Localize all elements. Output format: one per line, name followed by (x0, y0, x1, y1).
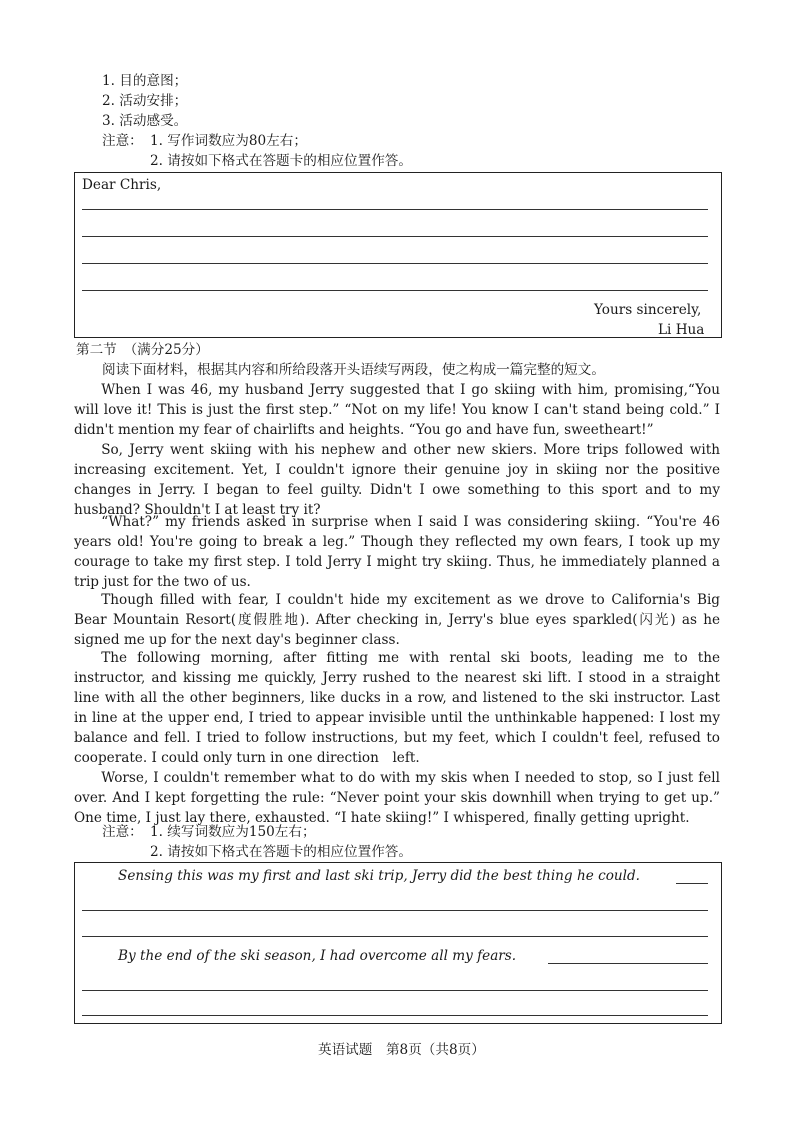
writing-line (82, 936, 708, 937)
outline-item-3: 3. 活动感受。 (102, 113, 188, 129)
story-paragraph: Though filled with fear, I couldn't hide my excitement as we drove to California's Big Bear Mountain Resort(度假胜地). After checking in, Jerry's blue eyes sparkled(闪光) as he signed me up for the next day's beginner class. (74, 592, 720, 648)
writing-line (82, 290, 708, 291)
story-paragraph: When I was 46, my husband Jerry suggested that I go skiing with him, promising,“You will love it! This is just the first step.” “Not on my life! You know I can't stand being cold.” I didn't mention my fear of chairlifts and heights. “You go and have fun, sweetheart!” (74, 382, 720, 438)
section-instruction: 阅读下面材料，根据其内容和所给段落开头语续写两段，使之构成一篇完整的短文。 (102, 362, 605, 378)
continuation-prompt-1: Sensing this was my first and last ski trip, Jerry did the best thing he could. (118, 868, 640, 884)
letter-closing: Yours sincerely, (594, 302, 702, 318)
note-item-4: 2. 请按如下格式在答题卡的相应位置作答。 (150, 844, 412, 860)
page-footer: 英语试题 第8页（共8页） (318, 1042, 485, 1058)
writing-line (676, 883, 708, 884)
note-label: 注意： (102, 133, 143, 149)
note-item-3: 1. 续写词数应为150左右； (150, 824, 316, 840)
story-paragraph: The following morning, after fitting me with rental ski boots, leading me to the instructor, and kissing me quickly, Jerry rushed to the nearest ski lift. I stood in a straight line with all the other beginners, like ducks in a row, and listened to the ski instructor. Last in line at the upper end, I tried to appear invisible until the unthinkable happened: I lost my balance and fell. I tried to follow instructions, but my feet, which I couldn't feel, refused to cooperate. I could only turn in one direction left. (74, 650, 720, 766)
writing-line (82, 263, 708, 264)
section-title: 第二节 （满分25分） (76, 342, 209, 358)
story-paragraph: Worse, I couldn't remember what to do with my skis when I needed to stop, so I just fell over. And I kept forgetting the rule: “Never point your skis downhill when trying to get up.” One time, I just lay there, exhausted. “I hate skiing!” I whispered, finally getting upright. (74, 770, 720, 826)
writing-line (82, 236, 708, 237)
note-item-2: 2. 请按如下格式在答题卡的相应位置作答。 (150, 153, 412, 169)
story-paragraph: So, Jerry went skiing with his nephew and other new skiers. More trips followed with increasing excitement. Yet, I couldn't ignore their genuine joy in skiing nor the positive changes in Jerry. I began to feel guilty. Didn't I owe something to this sport and to my husband? Shouldn't I at least try it? (74, 442, 720, 518)
writing-line (82, 910, 708, 911)
outline-item-1: 1. 目的意图； (102, 73, 188, 89)
writing-line (548, 963, 708, 964)
outline-item-2: 2. 活动安排； (102, 93, 188, 109)
writing-line (82, 1015, 708, 1016)
story-paragraph: “What?” my friends asked in surprise when I said I was considering skiing. “You're 46 years old! You're going to break a leg.” Though they reflected my own fears, I took up my courage to take my first step. I told Jerry I might try skiing. Thus, he immediately planned a trip just for the two of us. (74, 514, 720, 590)
continuation-answer-box (74, 862, 722, 1024)
writing-line (82, 209, 708, 210)
writing-line (82, 990, 708, 991)
letter-signature: Li Hua (658, 322, 705, 338)
letter-salutation: Dear Chris, (82, 177, 162, 193)
note-label-2: 注意： (102, 824, 143, 840)
note-item-1: 1. 写作词数应为80左右； (150, 133, 307, 149)
continuation-prompt-2: By the end of the ski season, I had overcome all my fears. (118, 948, 517, 964)
